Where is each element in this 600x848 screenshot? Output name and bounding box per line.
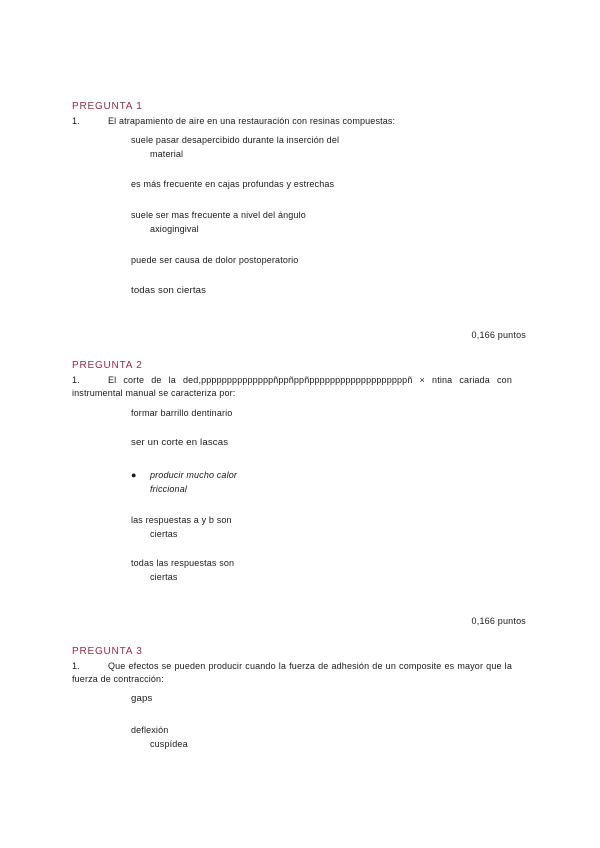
q2-option-b[interactable] xyxy=(131,436,228,450)
q1-option-e[interactable] xyxy=(131,284,206,298)
q2-option-e[interactable] xyxy=(131,556,234,584)
q1-option-a-line2: material xyxy=(150,149,184,159)
question-3-number: 1. xyxy=(72,661,80,671)
question-2-number: 1. xyxy=(72,375,80,385)
question-3-text xyxy=(72,660,512,686)
q2-option-d[interactable] xyxy=(131,513,232,541)
selected-bullet-icon: ● xyxy=(131,470,137,480)
q1-option-d[interactable] xyxy=(131,253,298,267)
q2-option-d-line2: ciertas xyxy=(150,529,178,539)
q1-option-c-line1: suele ser mas frecuente a nivel del ángulo xyxy=(131,210,306,220)
q2-option-a-line1: formar barrillo dentinario xyxy=(131,408,233,418)
question-1-prompt: El atrapamiento de aire en una restauración con resinas compuestas: xyxy=(108,116,396,126)
question-1-title: PREGUNTA 1 xyxy=(72,101,143,112)
q2-option-c-selected[interactable] xyxy=(131,468,237,496)
q3-option-b-line1: deflexión xyxy=(131,725,169,735)
q1-option-b-line1: es más frecuente en cajas profundas y estrechas xyxy=(131,179,335,189)
q2-option-a[interactable] xyxy=(131,406,232,420)
q1-option-c-line2: axiogingival xyxy=(150,224,199,234)
q2-option-b-line1: ser un corte en lascas xyxy=(131,437,229,448)
q1-option-e-line1: todas son ciertas xyxy=(131,285,207,296)
q1-option-b[interactable] xyxy=(131,177,334,191)
question-2-points: 0,166 puntos xyxy=(471,616,526,626)
q1-option-c[interactable] xyxy=(131,208,306,236)
q1-option-a-line1: suele pasar desapercibido durante la inserción del xyxy=(131,135,340,145)
q2-option-e-line1: todas las respuestas son xyxy=(131,558,235,568)
question-1-points: 0,166 puntos xyxy=(471,330,526,340)
q2-option-e-line2: ciertas xyxy=(150,572,178,582)
q1-option-d-line1: puede ser causa de dolor postoperatorio xyxy=(131,255,299,265)
question-2-text xyxy=(72,374,512,400)
question-3-title: PREGUNTA 3 xyxy=(72,646,143,657)
question-3-prompt: Que efectos se pueden producir cuando la fuerza de adhesión de un composite es mayor que la fuerza de contracción: xyxy=(72,661,512,684)
q2-option-d-line1: las respuestas a y b son xyxy=(131,515,232,525)
q3-option-a[interactable] xyxy=(131,692,152,706)
question-1-number: 1. xyxy=(72,116,80,126)
question-2-title: PREGUNTA 2 xyxy=(72,360,143,371)
q2-option-c-line1: producir mucho calor xyxy=(150,470,238,480)
q1-option-a[interactable] xyxy=(131,133,339,161)
q3-option-b-line2: cuspídea xyxy=(150,739,188,749)
question-2-prompt: El corte de la ded,ppppppppppppppñppñppñpppppppppppppppppppñ × ntina cariada con instrumental manual se caracteriza por: xyxy=(72,375,512,398)
q3-option-b[interactable] xyxy=(131,723,188,751)
question-1-text xyxy=(72,115,512,128)
q3-option-a-line1: gaps xyxy=(131,693,153,704)
q2-option-c-line2: friccional xyxy=(150,484,188,494)
